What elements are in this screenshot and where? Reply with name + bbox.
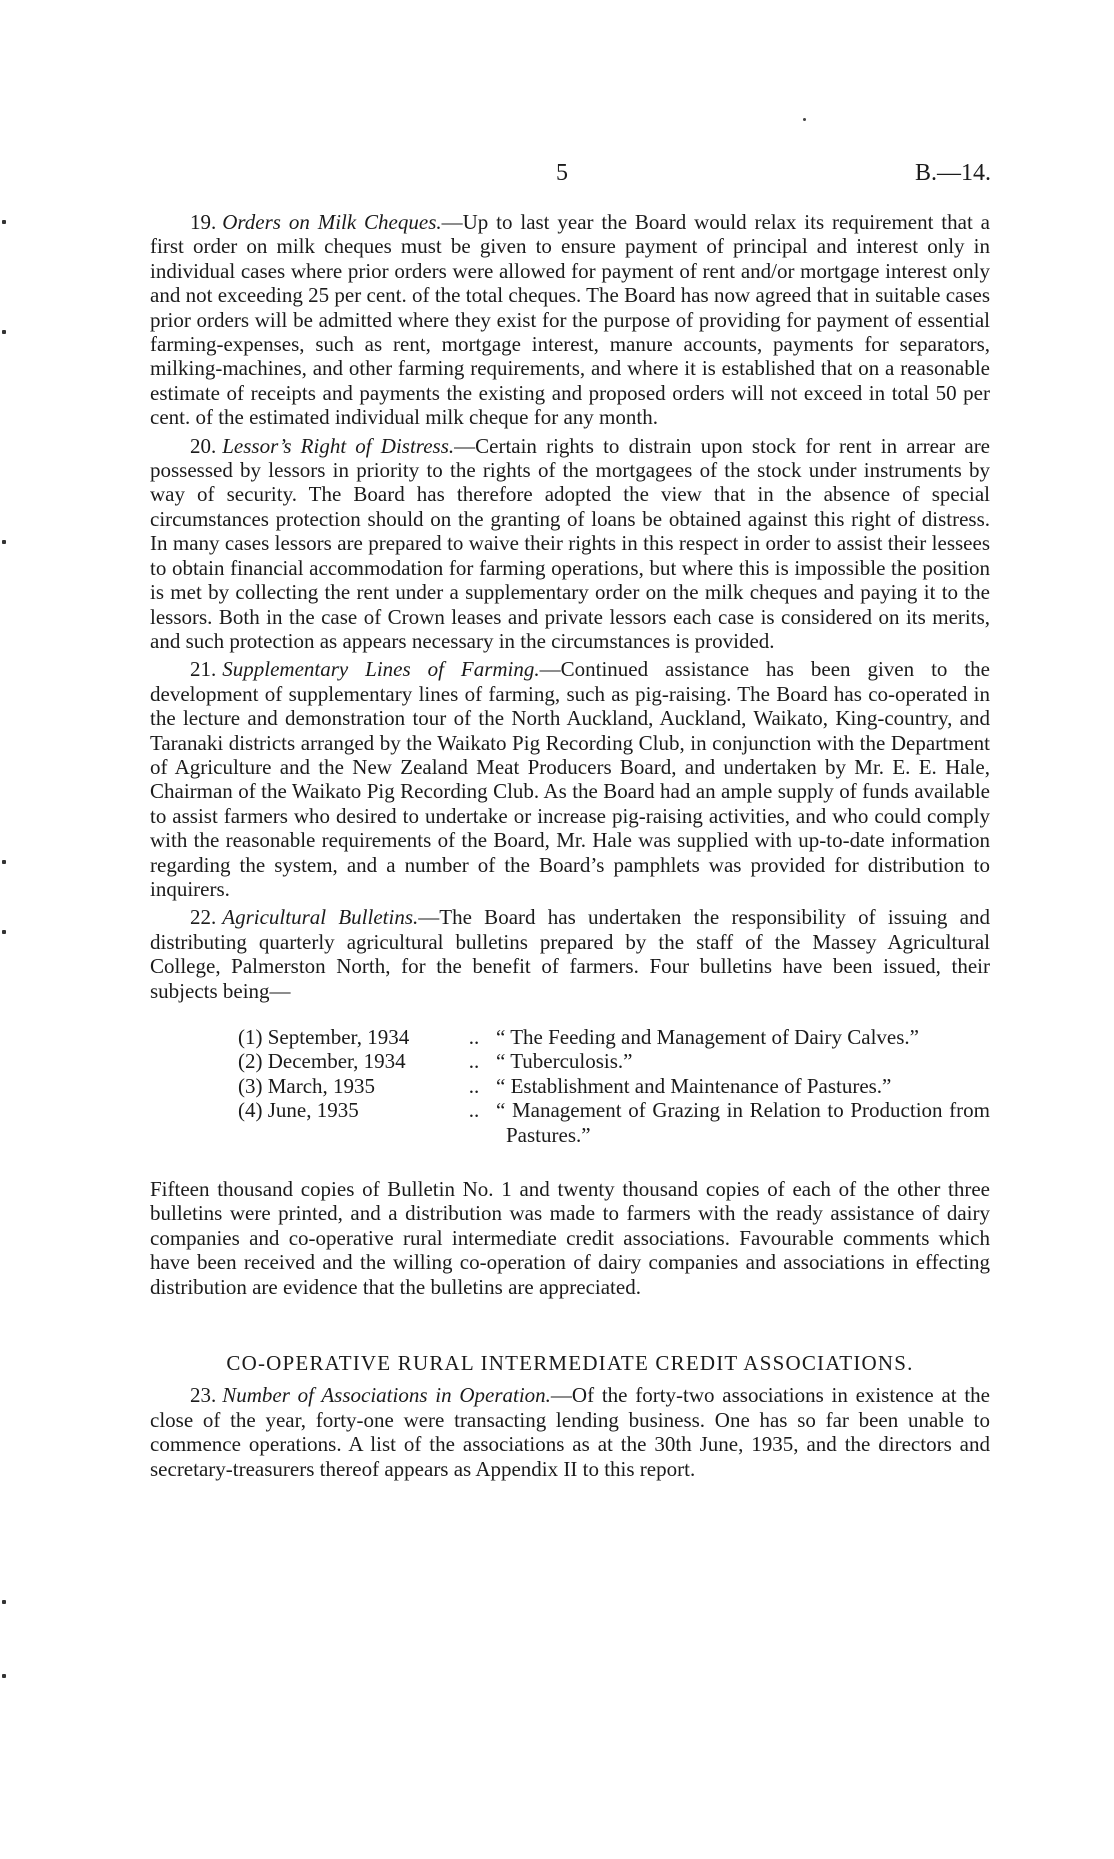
paragraph-number: 22. [190,905,217,930]
bulletin-title: “ Tuberculosis.” [496,1049,633,1074]
bulletin-leader: .. [468,1025,480,1049]
paragraph-number: 21. [190,657,217,682]
bulletin-date: (3) March, 1935 [238,1073,376,1098]
bulletin-row [238,1098,990,1147]
margin-speck [2,1600,6,1604]
margin-speck [2,860,6,864]
paragraph-title: Supplementary Lines of Farming. [222,657,540,682]
paragraph-title: Orders on Milk Cheques. [222,210,442,234]
margin-speck [2,220,6,224]
bulletin-row [238,1074,990,1098]
page-body [150,210,990,1485]
paragraph-number: 19. [190,210,217,234]
paragraph-number: 20. [190,433,217,458]
paragraph-22 [150,905,990,1003]
margin-speck [2,930,6,934]
bulletin-title: “ Management of Grazing in Relation to Production from Pastures.” [496,1098,990,1147]
closing-paragraph: Fifteen thousand copies of Bulletin No. 1 and twenty thousand copies of each of the other three bulletins were printed, and a distribution was made to farmers with the ready assistance of dairy companies and co-operative rural intermediate credit associations. Favourable comments which have been received and the willing co-operation of dairy companies and associations in effecting distribution are evidence that the bulletins are appreciated. [150,1177,990,1299]
bulletin-date: (1) September, 1934 [238,1025,410,1049]
paragraph-19 [150,210,990,430]
paragraph-text: —Certain rights to distrain upon stock for rent in arrear are possessed by lessors in priority to the rights of the mortgagees of the stock under instruments by way of security. The Board has therefore adopted the view that in the absence of special circumstances protection should on the granting of loans be obtained against this right of distress. In many cases lessors are prepared to waive their rights in this respect in order to assist their lessees to obtain financial accommodation for farming operations, but where this is impossible the position is met by collecting the rent under a supplementary order on the milk cheques and paying it to the lessors. Both in the case of Crown leases and private lessors each case is considered on its merits, and such protection as appears necessary in the circumstances is provided. [150,433,991,653]
paragraph-text: —Continued assistance has been given to the development of supplementary lines of farming, such as pig-raising. The Board has co-operated in the lecture and demonstration tour of the North Auckland, Auckland, Waikato, King-country, and Taranaki districts arranged by the Waikato Pig Recording Club, in conjunction with the Department of Agriculture and the New Zealand Meat Producers Board, and undertaken by Mr. E. E. Hale, Chairman of the Waikato Pig Recording Club. As the Board had an ample supply of funds available to assist farmers who desired to undertake or increase pig-raising activities, and who could comply with the reasonable requirements of the Board, Mr. Hale was supplied with up-to-date information regarding the system, and a number of the Board’s pamphlets was provided for distribution to inquirers. [150,657,990,901]
margin-speck [2,1674,6,1678]
margin-speck [2,540,6,544]
bulletin-date: (2) December, 1934 [238,1049,406,1074]
paragraph-title: Agricultural Bulletins. [222,905,419,930]
document-reference: B.—14. [915,160,992,186]
bulletin-date: (4) June, 1935 [238,1098,359,1123]
paragraph-21 [150,657,990,901]
page-number: 5 [556,160,568,186]
margin-speck [2,330,6,334]
paragraph-number: 23. [190,1383,217,1408]
bulletin-row [238,1049,990,1073]
bulletin-title: “ Establishment and Maintenance of Pastures.” [496,1073,892,1098]
bulletin-leader: .. [468,1073,480,1098]
paragraph-23 [150,1383,990,1481]
paragraph-text: —Of the forty-two associations in existence at the close of the year, forty-one were transacting lending business. One has so far been unable to commence operations. A list of the associations as at the 30th June, 1935, and the directors and secretary-treasurers thereof appears as Appendix II to this report. [150,1383,990,1481]
paragraph-20 [150,434,990,654]
paragraph-text: —Up to last year the Board would relax its requirement that a first order on milk cheques must be given to ensure payment of principal and interest only in individual cases where prior orders were allowed for payment of rent and/or mortgage interest only and not exceeding 25 per cent. of the total cheques. The Board has now agreed that in suitable cases prior orders will be admitted where they exist for the purpose of providing for payment of essential farming-expenses, such as rent, mortgage interest, manure accounts, payments for separators, milking-machines, and other farming requirements, and where it is established that on a reasonable estimate of receipts and payments the existing and proposed orders will not exceed in total 50 per cent. of the estimated individual milk cheque for any month. [150,210,990,430]
bulletin-row [238,1025,990,1049]
bulletin-leader: .. [468,1049,480,1074]
section-heading: CO-OPERATIVE RURAL INTERMEDIATE CREDIT ASSOCIATIONS. [226,1351,914,1376]
paragraph-title: Number of Associations in Operation. [222,1383,551,1408]
scan-speck [803,118,806,121]
paragraph-title: Lessor’s Right of Distress. [222,433,455,458]
bulletin-list [238,1025,990,1147]
bulletin-leader: .. [468,1098,480,1123]
paragraph-text: —The Board has undertaken the responsibility of issuing and distributing quarterly agricultural bulletins prepared by the staff of the Massey Agricultural College, Palmerston North, for the benefit of farmers. Four bulletins have been issued, their subjects being— [150,905,990,1003]
bulletin-title: “ The Feeding and Management of Dairy Calves.” [496,1025,919,1049]
